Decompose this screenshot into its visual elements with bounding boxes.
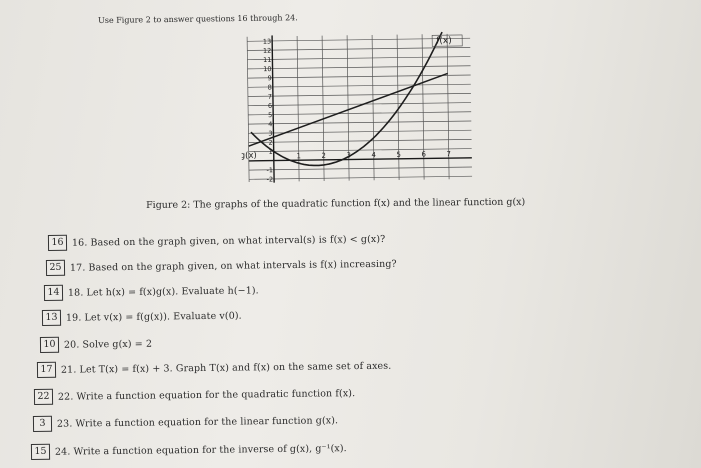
grid-line-horizontal xyxy=(248,130,472,133)
grid-line-horizontal xyxy=(248,112,472,115)
question-text: 24. Write a function equation for the inverse of g(x), g⁻¹(x). xyxy=(54,442,347,458)
question-text: 17. Based on the graph given, on what intervals is f(x) increasing? xyxy=(69,258,397,274)
y-tick-label: 13 xyxy=(262,37,272,46)
question-text: 18. Let h(x) = f(x)g(x). Evaluate h(−1). xyxy=(67,284,259,299)
y-tick-label: 5 xyxy=(267,111,273,120)
y-tick-label: 2 xyxy=(268,138,273,147)
grid-line-horizontal xyxy=(247,47,472,50)
grid-line-horizontal xyxy=(248,66,473,69)
answer-box: 14 xyxy=(44,285,63,301)
y-tick-label: 8 xyxy=(267,83,272,92)
y-tick-label: 4 xyxy=(268,120,273,129)
answer-box: 17 xyxy=(37,362,56,378)
y-tick-label: 7 xyxy=(267,92,272,101)
x-tick-label: 3 xyxy=(346,151,352,160)
y-tick-label: -1 xyxy=(266,166,274,175)
grid-line-horizontal xyxy=(248,84,472,87)
figure-2-graph xyxy=(240,27,472,185)
question-row xyxy=(40,336,152,353)
y-tick-label: 9 xyxy=(267,74,272,83)
question-row xyxy=(33,412,338,432)
x-tick-label: 1 xyxy=(296,152,302,161)
intro-instruction: Use Figure 2 to answer questions 16 through 24. xyxy=(98,13,298,25)
grid-line-horizontal xyxy=(247,57,472,60)
answer-box: 3 xyxy=(33,416,52,432)
x-tick-label: 5 xyxy=(396,150,402,159)
g-line-label: g(x) xyxy=(240,150,257,162)
question-text: 19. Let v(x) = f(g(x)). Evaluate v(0). xyxy=(65,310,242,324)
question-text: 16. Based on the graph given, on what interval(s) is f(x) < g(x)? xyxy=(71,233,386,249)
figure-caption: Figure 2: The graphs of the quadratic function f(x) and the linear function g(x) xyxy=(146,196,526,211)
question-row xyxy=(37,358,392,378)
y-tick-label: 12 xyxy=(262,46,272,55)
y-tick-label: 1 xyxy=(268,147,273,156)
answer-box: 10 xyxy=(40,337,59,353)
x-tick-label: 7 xyxy=(446,150,452,159)
grid-line-horizontal xyxy=(248,121,472,124)
linear-line-g xyxy=(248,73,449,146)
question-row xyxy=(48,231,386,251)
question-text: 23. Write a function equation for the linear function g(x). xyxy=(56,414,339,430)
quadratic-curve-f xyxy=(250,32,444,166)
y-tick-label: 10 xyxy=(263,65,272,74)
answer-box: 15 xyxy=(31,444,50,460)
grid-line-horizontal xyxy=(249,176,472,179)
answer-box: 25 xyxy=(46,260,65,276)
graph-axes xyxy=(247,33,472,183)
question-text: 20. Solve g(x) = 2 xyxy=(63,338,153,351)
answer-box: 16 xyxy=(48,235,67,251)
graph-svg xyxy=(240,27,472,185)
question-row xyxy=(34,385,355,405)
x-tick-label: 4 xyxy=(371,151,377,160)
y-tick-label: -2 xyxy=(266,175,274,184)
grid-line-horizontal xyxy=(249,139,473,142)
grid-line-horizontal xyxy=(248,93,472,96)
grid-line-horizontal xyxy=(249,167,472,170)
x-axis xyxy=(249,158,472,161)
y-tick-label: 6 xyxy=(267,101,273,110)
x-tick-label: 2 xyxy=(321,151,327,160)
answer-box: 22 xyxy=(34,389,53,405)
y-tick-label: 11 xyxy=(263,55,272,64)
question-text: 21. Let T(x) = f(x) + 3. Graph T(x) and f(x) on the same set of axes. xyxy=(60,360,392,376)
question-row xyxy=(42,308,242,326)
answer-box: 13 xyxy=(42,310,61,326)
f-curve-label: f(x) xyxy=(436,36,452,47)
question-row xyxy=(44,282,259,301)
x-tick-label: 6 xyxy=(421,150,427,159)
question-row xyxy=(31,440,347,460)
question-text: 22. Write a function equation for the quadratic function f(x). xyxy=(57,387,356,403)
question-row xyxy=(46,256,397,276)
y-tick-label: 3 xyxy=(268,129,273,138)
